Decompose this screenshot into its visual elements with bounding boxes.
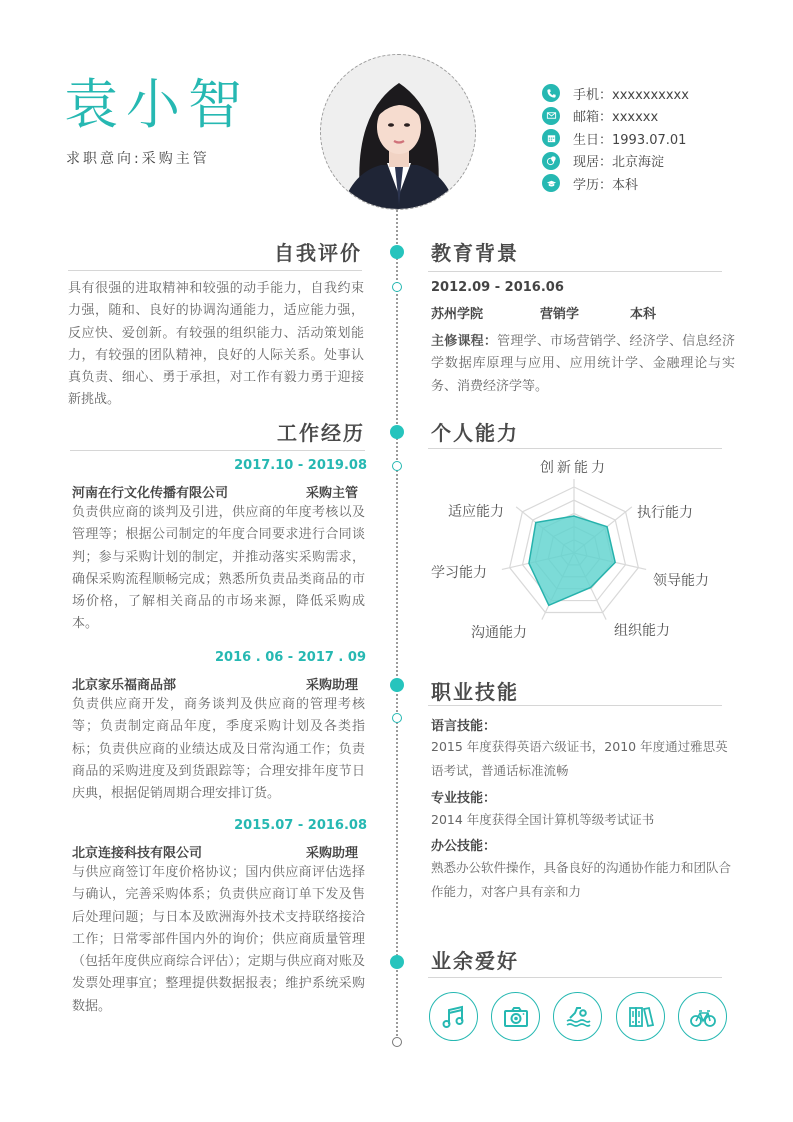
timeline-dot-end [392,1037,402,1047]
section-title-ability: 个人能力 [431,421,519,445]
education-date: 2012.09 - 2016.06 [431,280,564,295]
hobby-photography [491,992,540,1041]
job-position: 采购助理 [305,678,358,693]
skill-text-professional: 2014 年度获得全国计算机等级考试证书 [431,812,655,827]
contact-education: 学历：本科 [542,172,689,195]
location-icon [542,152,560,170]
section-title-hobbies: 业余爱好 [431,949,519,973]
calendar-icon [542,129,560,147]
mail-icon [542,107,560,125]
ability-radar-chart [494,473,654,633]
contact-email: 邮箱：xxxxxx [542,105,689,128]
job-description: 与供应商签订年度价格协议；国内供应商评估选择与确认，完善采购体系；负责供应商订单下发及售后处理问题；与日本及欧洲海外技术支持联络接洽工作；日常零部件国内外的询价；供应商质量管理（包括年度供应商综合评估）；定期与供应商对账及发票处理事宜；整理提供数据报表；维护系统采购数据。 [72,865,365,1014]
radar-axis-label: 领导能力 [653,573,709,589]
radar-axis-label: 执行能力 [637,505,693,521]
job-company: 北京连接科技有限公司 [72,846,203,861]
hobby-swimming [553,992,602,1041]
job-description: 负责供应商开发，商务谈判及供应商的管理考核等；负责制定商品年度，季度采购计划及各类指标；负责供应商的业绩达成及日常沟通工作；负责商品的采购进度及到货跟踪等；合理安排年度节日庆典，根据促销周期合理安排订货。 [72,697,365,802]
divider [428,705,722,706]
divider [428,448,722,449]
job-date: 2016 . 06 - 2017 . 09 [215,650,366,665]
skill-label-language: 语言技能： [431,719,497,734]
candidate-name: 袁小智 [64,73,250,136]
self-eval-text: 具有很强的进取精神和较强的动手能力，自我约束力强，随和、良好的协调沟通能力，适应能力强，反应快、爱创新。有较强的组织能力、活动策划能力，有较强的团队精神，良好的人际关系。处事认真负责、细心、勇于承担，对工作有毅力勇于迎接新挑战。 [68,281,364,408]
job-company: 北京家乐福商品部 [72,678,177,693]
hobby-music [429,992,478,1041]
books-icon [626,1002,656,1032]
skill-label-professional: 专业技能： [431,791,497,806]
education-courses [431,331,735,398]
radar-axis-label: 学习能力 [431,565,487,581]
education-major: 营销学 [540,307,580,322]
job-description: 负责供应商的谈判及引进，供应商的年度考核以及管理等；根据公司制定的年度合同要求进行合同谈判；参与采购计划的制定，并推动落实采购需求，确保采购流程顺畅完成；熟悉所负责品类商品的市场价格，了解相关商品的市场来源，降低采购成本。 [72,505,365,632]
section-title-education: 教育背景 [431,241,519,265]
contact-info [542,82,689,195]
job-position: 采购助理 [305,846,358,861]
section-title-self-eval: 自我评价 [274,241,362,265]
divider [68,270,362,271]
contact-birthday: 生日：1993.07.01 [542,127,689,150]
job-date: 2017.10 - 2019.08 [234,458,367,473]
education-school: 苏州学院 [431,307,484,322]
contact-phone: 手机：xxxxxxxxxx [542,82,689,105]
radar-series [529,516,615,605]
education-degree: 本科 [630,307,657,322]
timeline-line [396,210,398,1040]
radar-axis-label: 组织能力 [614,623,670,639]
job-header [72,842,358,861]
radar-axis-label: 适应能力 [448,504,504,520]
bicycle-icon [688,1002,718,1032]
timeline-dot [390,678,404,692]
courses-label: 主修课程： [431,334,498,349]
job-date: 2015.07 - 2016.08 [234,818,367,833]
divider [428,977,722,978]
job-header [72,674,358,693]
courses-text: 管理学、市场营销学、经济学、信息经济学数据库原理与应用、应用统计学、金融理论与实务、消费经济学等。 [431,334,735,394]
hobby-reading [616,992,665,1041]
job-header [72,482,358,501]
swimming-icon [563,1002,593,1032]
timeline-dot-hollow [392,282,402,292]
job-intent: 求职意向:采购主管 [66,151,210,167]
portrait-image [321,55,476,210]
timeline-dot [390,425,404,439]
skill-text-office: 熟悉办公软件操作，具备良好的沟通协作能力和团队合作能力，对客户具有亲和力 [431,860,732,899]
timeline-dot-hollow [392,713,402,723]
radar-axis-label: 创新能力 [540,460,608,476]
timeline-dot [390,955,404,969]
job-position: 采购主管 [305,486,358,501]
camera-icon [501,1002,531,1032]
job-company: 河南在行文化传播有限公司 [72,486,229,501]
skill-text-language: 2015 年度获得英语六级证书，2010 年度通过雅思英语考试，普通话标准流畅 [431,739,728,778]
contact-location: 现居：北京海淀 [542,150,689,173]
hobby-cycling [678,992,727,1041]
music-note-icon [439,1002,469,1032]
profile-photo [320,54,476,210]
radar-axis-label: 沟通能力 [471,625,527,641]
section-title-skills: 职业技能 [431,680,519,704]
graduation-cap-icon [542,174,560,192]
divider [70,450,365,451]
skill-label-office: 办公技能： [431,839,497,854]
phone-icon [542,84,560,102]
divider [428,271,722,272]
timeline-dot-hollow [392,461,402,471]
timeline-dot [390,245,404,259]
section-title-work: 工作经历 [277,421,365,445]
